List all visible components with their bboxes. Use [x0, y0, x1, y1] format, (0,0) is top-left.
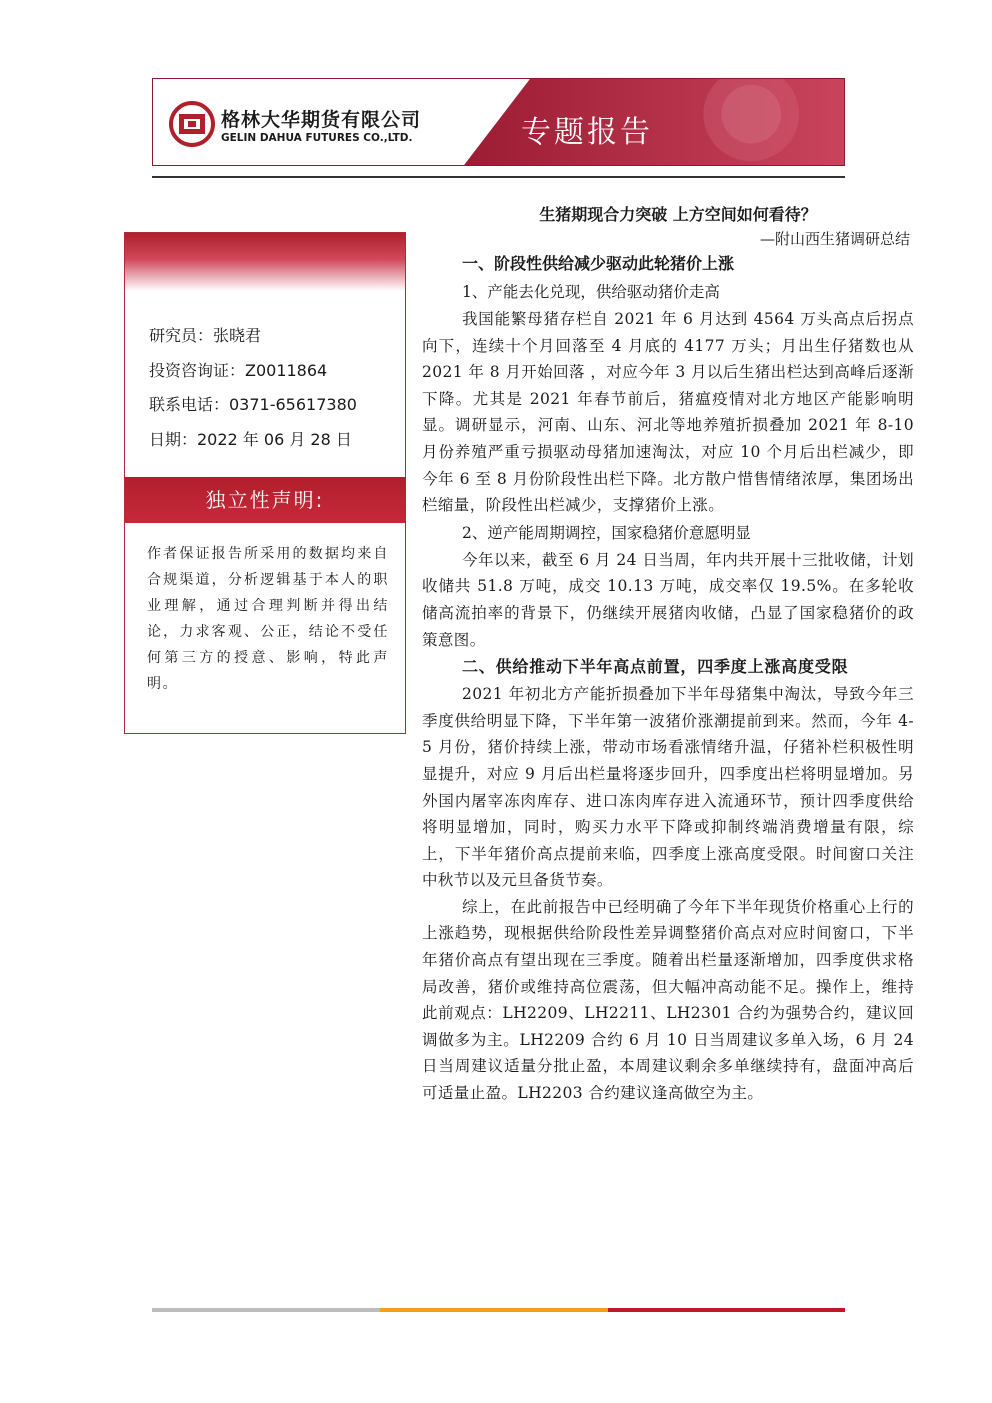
article-subtitle: —附山西生猪调研总结: [759, 230, 910, 248]
subsection-heading-2: 2、逆产能周期调控，国家稳猪价意愿明显: [462, 523, 751, 542]
section-heading-2: 二、供给推动下半年高点前置，四季度上涨高度受限: [462, 657, 849, 677]
section-heading-1: 一、阶段性供给减少驱动此轮猪价上涨: [462, 254, 735, 273]
paragraph-4: 综上，在此前报告中已经明确了今年下半年现货价格重心上行的上涨趋势，现根据供给阶段性差异调整猪价高点对应时间窗口，下半年猪价高点有望出现在三季度。随着出栏量逐渐增加，四季度供求格局改善，猪价或维持高位震荡，但大幅冲高动能不足。操作上，维持此前观点：LH2209、LH2211、LH2301 合约为强势合约，建议回调做多为主。LH2209 合约 6 月 10 日当周建议多单入场，6 月 24 日当周建议适量分批止盈，本周建议剩余多单继续持有，盘面冲高后可适量止盈。LH2203 合约建议逢高做空为主。: [422, 897, 914, 1103]
date-line: 日期：2022 年 06 月 28 日: [149, 429, 352, 449]
paragraph-3: 2021 年初北方产能折损叠加下半年母猪集中淘汰，导致今年三季度供给明显下降，下半年第一波猪价涨潮提前到来。然而，今年 4-5 月份，猪价持续上涨，带动市场看涨情绪升温，仔猪补栏积极性明显提升，对应 9 月后出栏量将逐步回升，四季度出栏将明显增加。另外国内屠宰冻肉库存、进口冻肉库存进入流通环节，预计四季度供给将明显增加，同时，购买力水平下降或抑制终端消费增量有限，综上，下半年猪价高点提前来临，四季度上涨高度受限。时间窗口关注中秋节以及元旦备货节奏。: [422, 685, 914, 890]
paragraph-1: 我国能繁母猪存栏自 2021 年 6 月达到 4564 万头高点后拐点向下，连续十个月回落至 4 月底的 4177 万头；月出生仔猪数也从 2021 年 8 月开始回落 ，对应今年 3 月以后生猪出栏达到高峰后逐渐下降。尤其是 2021 年春节前后，猪瘟疫情对北方地区产能影响明显。调研显示，河南、山东、河北等地养殖折损叠加 2021 年 8-10 月份养殖严重亏损驱动母猪加速淘汰，对应 10 个月后出栏减少，即今年 6 至 8 月份阶段性出栏下降。北方散户惜售情绪浓厚，集团场出栏缩量，阶段性出栏减少，支撑猪价上涨。: [422, 310, 914, 515]
article-title: 生猪期现合力突破 上方空间如何看待？: [539, 205, 817, 224]
footer-rule-orange: [380, 1308, 608, 1312]
subsection-heading-1: 1、产能去化兑现，供给驱动猪价走高: [462, 283, 720, 301]
footer-rule-red: [608, 1308, 845, 1312]
company-name-en: GELIN DAHUA FUTURES CO.,LTD.: [221, 132, 413, 144]
paragraph-2: 今年以来，截至 6 月 24 日当周，年内共开展十三批收储，计划收储共 51.8 万吨，成交 10.13 万吨，成交率仅 19.5%。在多轮收储高流拍率的背景下，仍继续开展猪肉收储，凸显了国家稳猪价的政策意图。: [422, 550, 914, 649]
phone-line: 联系电话：0371-65617380: [149, 395, 357, 414]
sidebar-top-band: [125, 233, 405, 291]
sidebar-panel: [124, 232, 406, 734]
declaration-body: 作者保证报告所采用的数据均来自合规渠道，分析逻辑基于本人的职业理解，通过合理判断并得出结论，力求客观、公正，结论不受任何第三方的授意、影响，特此声明。: [147, 546, 389, 692]
license-line: 投资咨询证：Z0011864: [149, 360, 328, 380]
declaration-title: 独立性声明:: [125, 477, 405, 523]
researcher-line: 研究员：张晓君: [149, 326, 262, 345]
company-logo-icon: [169, 101, 215, 147]
header-divider: [152, 176, 845, 178]
header-banner: [152, 78, 845, 166]
report-type-label: 专题报告: [521, 115, 653, 150]
article-body: [422, 202, 914, 1107]
analyst-info: [149, 319, 357, 457]
company-name-cn: 格林大华期货有限公司: [221, 109, 422, 131]
footer-rule-gray: [152, 1308, 380, 1312]
